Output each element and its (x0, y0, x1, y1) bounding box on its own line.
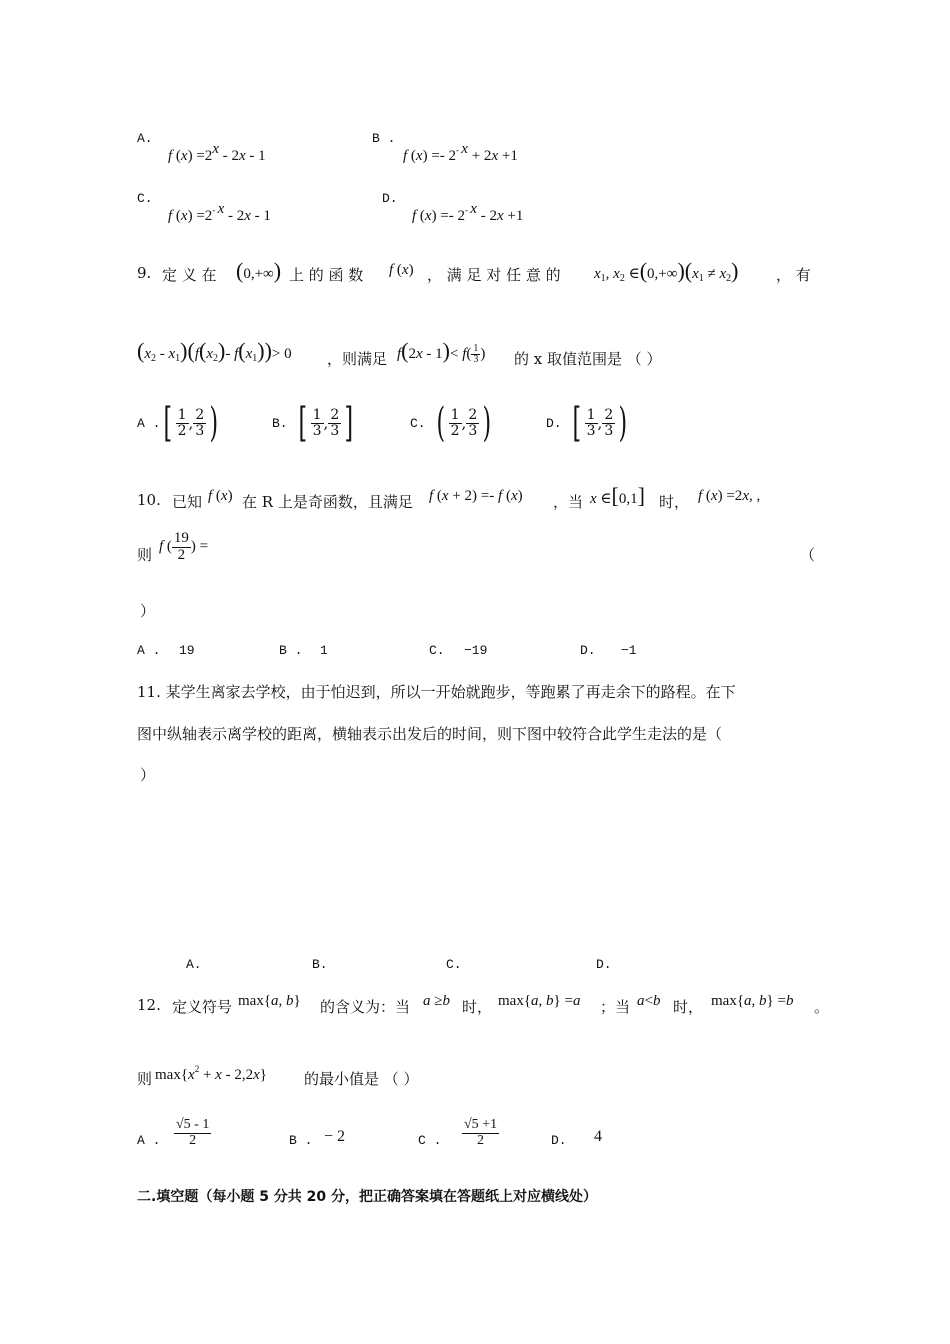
q12-text-5: 时， (673, 998, 704, 1016)
q12-option-b-label: B . (289, 1133, 313, 1148)
q11-text-line-2: 图中纵轴表示离学校的距离，横轴表示出发后的时间，则下图中较符合此学生走法的是（ (137, 725, 723, 743)
q9-option-d-interval: [ $\frac{1}{3}$ , $\frac{2}{3}$ ) (572, 400, 628, 446)
q8-option-d-label: D. (382, 191, 398, 206)
q12-option-b-value: − 2 (324, 1128, 346, 1145)
q8-option-b-label: B . (372, 131, 396, 146)
q10-text-4: 时， (659, 493, 690, 511)
q12-condition-1: a ≥b (423, 993, 450, 1009)
q12-text-3: 时， (462, 998, 493, 1016)
q9-option-b-label: B. (272, 416, 288, 431)
q12-text-6: 。 (814, 998, 830, 1016)
q10-text-2: 在 R 上是奇函数，且满足 (242, 493, 413, 511)
q10-option-a-value: 19 (179, 643, 195, 658)
q12-option-d-value: 4 (594, 1128, 602, 1145)
q9-text-5: ，则满足 (327, 350, 388, 368)
q10-option-b-value: 1 (320, 643, 328, 658)
q10-fx: f (x) (208, 488, 233, 504)
q9-option-b-interval: [ $\frac{1}{3}$ , $\frac{2}{3}$ ] (298, 400, 354, 446)
q10-number: 10. (137, 491, 161, 509)
q10-paren-close: ） (140, 602, 156, 620)
q9-fx: f (x) (389, 262, 414, 278)
q11-option-c-label: C. (446, 957, 462, 972)
q12-result-2: max{a, b} =b (711, 993, 794, 1009)
q10-option-c-label: C. (429, 643, 445, 658)
q9-option-c-label: C. (410, 416, 426, 431)
q10-periodic-condition: f (x + 2) =- f (x) (429, 488, 523, 504)
q11-option-a-label: A. (186, 957, 202, 972)
q9-text-3: ， 满 足 对 任 意 的 (427, 266, 561, 284)
q8-option-c-formula: f $(x) =2^{- x} - 2x - 1$ (168, 201, 271, 224)
q9-text-4: ， 有 (776, 266, 811, 284)
q12-number: 12. (137, 996, 161, 1014)
q10-option-d-value: −1 (621, 643, 637, 658)
section-heading-fill-in-blank: 二.填空题（每小题 5 分共 20 分，把正确答案填在答题纸上对应横线处） (137, 1189, 598, 1205)
q9-number: 9. (137, 264, 152, 282)
q12-text-2: 的含义为：当 (320, 998, 411, 1016)
q10-then: 则 (137, 546, 153, 564)
q12-result-1: max{a, b} =a (498, 993, 581, 1009)
q9-option-a-interval: [ $\frac{1}{2}$ , $\frac{2}{3}$ ) (163, 400, 219, 446)
q11-text-line-3: ） (140, 766, 156, 784)
q12-max-symbol: max{a, b} (238, 993, 301, 1009)
q10-interval: x ∈[0,1] (590, 483, 645, 508)
q10-option-b-label: B . (279, 643, 303, 658)
q9-option-c-interval: ( $\frac{1}{2}$ , $\frac{2}{3}$ ) (436, 400, 492, 446)
q9-domain: (0,+∞) (236, 258, 282, 283)
q12-text-7: 的最小值是 （ ） (304, 1070, 419, 1088)
q8-option-d-formula: f $(x) =- 2^{- x} - 2x +1$ (412, 201, 524, 224)
q10-expression: f ( $\frac{19}{2}$ ) = (159, 530, 209, 563)
q12-text-1: 定义符号 (172, 998, 233, 1016)
q12-condition-2: a<b (637, 993, 661, 1009)
q11-option-b-label: B. (312, 957, 328, 972)
q12-option-c-value: $\frac{√5 +1}{2}$ (464, 1117, 498, 1148)
q11-text-line-1: 11. 某学生离家去学校，由于怕迟到，所以一开始就跑步，等跑累了再走余下的路程。在下 (137, 683, 736, 701)
q12-option-d-label: D. (551, 1133, 567, 1148)
q8-option-b-formula: f $(x) =- 2^{- x} + 2x +1$ (403, 141, 518, 164)
q9-target-inequality: f(2x - 1)< f( $\frac{1}{3}$ ) (397, 338, 486, 366)
q12-then: 则 (137, 1070, 153, 1088)
q9-option-d-label: D. (546, 416, 562, 431)
q10-option-c-value: −19 (464, 643, 488, 658)
q10-text-1: 已知 (172, 493, 203, 511)
q9-option-a-label: A . (137, 416, 161, 431)
q10-text-3: ，当 (553, 493, 584, 511)
q9-text-1: 定 义 在 (162, 266, 217, 284)
q12-option-a-label: A . (137, 1133, 161, 1148)
q9-inequality: $(x_2 - x_1)(f(x_2)-$ $f(x_1))> 0$ (137, 338, 292, 364)
q12-option-c-label: C . (418, 1133, 442, 1148)
q8-option-c-label: C. (137, 191, 153, 206)
q8-option-a-label: A. (137, 131, 153, 146)
q10-definition: f (x) =2x, , (698, 488, 761, 504)
q10-option-a-label: A . (137, 643, 161, 658)
q10-option-d-label: D. (580, 643, 596, 658)
q10-paren-open: （ (800, 546, 816, 564)
q12-expression: $\max\{x^2 + x - 2,2x\}$ (155, 1064, 267, 1083)
q9-condition-vars: $x_1$, $x_2$ $\in(0,+\infty)(x_1 \ne x_2)$ (594, 258, 739, 284)
q9-text-2: 上 的 函 数 (289, 266, 364, 284)
q12-option-a-value: $\frac{√5 - 1}{2}$ (176, 1117, 210, 1148)
q12-text-4: ；当 (600, 998, 631, 1016)
q8-option-a-formula: f $(x) =2^x - 2x - 1$ (168, 141, 266, 164)
q9-text-6: 的 x 取值范围是 （ ） (514, 350, 662, 368)
q11-option-d-label: D. (596, 957, 612, 972)
